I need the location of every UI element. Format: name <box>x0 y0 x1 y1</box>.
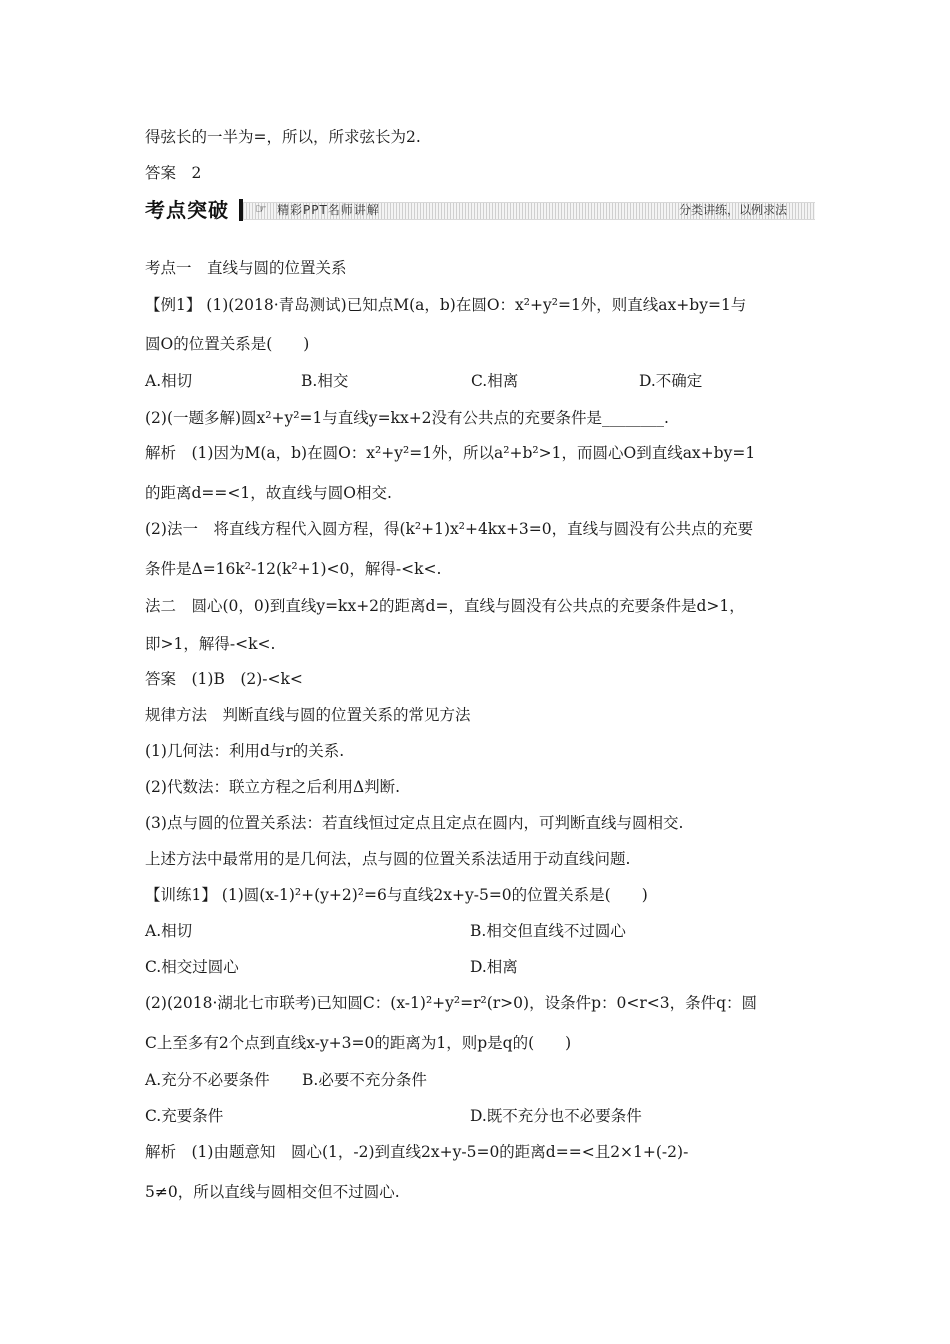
option-a: A.相切 <box>145 922 193 940</box>
options-row <box>145 920 830 942</box>
banner-subtitle: 精彩PPT名师讲解 <box>277 203 380 217</box>
banner-divider <box>239 199 243 221</box>
solution-line: 解析 (1)由题意知 圆心(1，-2)到直线2x+y-5=0的距离d==<且2×1+(-2)- <box>145 1143 689 1161</box>
option-b: B.相交但直线不过圆心 <box>470 922 626 940</box>
training-line: 【训练1】 (1)圆(x-1)²+(y+2)²=6与直线2x+y-5=0的位置关系是( ) <box>145 886 648 904</box>
option-a: A.相切 <box>145 372 193 390</box>
text-line: 上述方法中最常用的是几何法，点与圆的位置关系法适用于动直线问题. <box>145 850 631 868</box>
text-line: (2)法一 将直线方程代入圆方程，得(k²+1)x²+4kx+3=0，直线与圆没有公共点的充要 <box>145 520 754 538</box>
answer-line: 答案 (1)B (2)-<k< <box>145 670 303 688</box>
options-row <box>145 1069 830 1091</box>
example-line: 【例1】 (1)(2018·青岛测试)已知点M(a，b)在圆O：x²+y²=1外，则直线ax+by=1与 <box>145 296 747 314</box>
text-line: (1)几何法：利用d与r的关系. <box>145 742 345 760</box>
option-c: C.相交过圆心 <box>145 958 239 976</box>
banner-title: 考点突破 <box>145 198 235 222</box>
method-heading: 规律方法 判断直线与圆的位置关系的常见方法 <box>145 706 471 724</box>
option-d: D.既不充分也不必要条件 <box>470 1107 642 1125</box>
text-line: C上至多有2个点到直线x-y+3=0的距离为1，则p是q的( ) <box>145 1034 572 1052</box>
section-banner <box>145 198 815 222</box>
option-b: B.相交 <box>301 372 349 390</box>
text-line: 圆O的位置关系是( ) <box>145 335 310 353</box>
option-c: C.相离 <box>471 372 519 390</box>
options-row <box>145 370 830 392</box>
solution-line: 解析 (1)因为M(a，b)在圆O：x²+y²=1外，所以a²+b²>1，而圆心O到直线ax+by=1 <box>145 444 756 462</box>
text-line: (2)代数法：联立方程之后利用Δ判断. <box>145 778 401 796</box>
options-row <box>145 1105 830 1127</box>
text-line: 即>1，解得-<k<. <box>145 635 276 653</box>
text-line: 法二 圆心(0，0)到直线y=kx+2的距离d=，直线与圆没有公共点的充要条件是d>1， <box>145 597 745 615</box>
text-line: 得弦长的一半为=，所以，所求弦长为2. <box>145 128 421 146</box>
options-row <box>145 956 830 978</box>
text-line: 5≠0，所以直线与圆相交但不过圆心. <box>145 1183 400 1201</box>
section-heading: 考点一 直线与圆的位置关系 <box>145 259 347 277</box>
option-b: B.必要不充分条件 <box>302 1071 427 1089</box>
text-line: (2)(2018·湖北七市联考)已知圆C：(x-1)²+y²=r²(r>0)，设条件p：0<r<3，条件q：圆 <box>145 994 758 1012</box>
text-line: 条件是Δ=16k²-12(k²+1)<0，解得-<k<. <box>145 560 442 578</box>
text-line: (2)(一题多解)圆x²+y²=1与直线y=kx+2没有公共点的充要条件是________. <box>145 409 669 427</box>
answer-line: 答案 2 <box>145 164 202 182</box>
text-line: (3)点与圆的位置关系法：若直线恒过定点且定点在圆内，可判断直线与圆相交. <box>145 814 684 832</box>
banner-right-text: 分类讲练，以例求法 <box>678 203 787 217</box>
option-d: D.相离 <box>470 958 518 976</box>
option-d: D.不确定 <box>639 372 703 390</box>
text-line: 的距离d==<1，故直线与圆O相交. <box>145 484 392 502</box>
option-c: C.充要条件 <box>145 1107 224 1125</box>
option-a: A.充分不必要条件 <box>145 1071 270 1089</box>
pointing-hand-icon: ☞ <box>255 202 267 217</box>
